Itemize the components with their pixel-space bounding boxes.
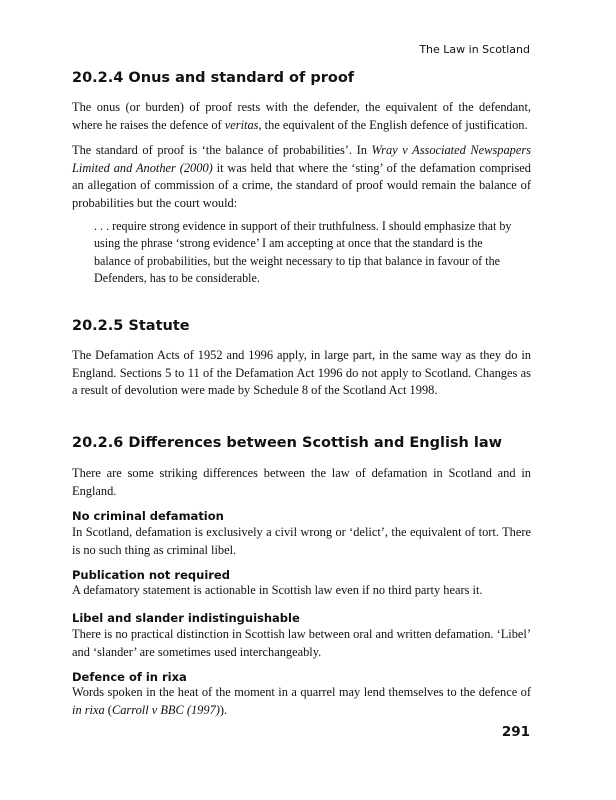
paragraph-text: ).: [219, 702, 228, 717]
paragraph-text: (: [104, 702, 112, 717]
paragraph-defence-in-rixa: [72, 684, 531, 719]
paragraph-differences-intro: There are some striking differences between the law of defamation in Scotland and in England.: [72, 466, 531, 498]
subheading-publication-not-required: Publication not required: [72, 568, 230, 582]
paragraph-text: Words spoken in the heat of the moment in a quarrel may lend themselves to the defence of: [72, 685, 531, 699]
paragraph-text: The standard of proof is ‘the balance of probabilities’. In: [72, 143, 372, 157]
paragraph-publication-not-required: A defamatory statement is actionable in Scottish law even if no third party hears it.: [72, 583, 483, 597]
case-citation: Carroll v BBC (1997): [111, 702, 220, 717]
paragraph-text: The onus (or burden) of proof rests with the defender, the equivalent of the defendant, where he raises the defence of: [72, 100, 531, 132]
italic-term: veritas: [224, 117, 259, 132]
section-heading-20-2-6: 20.2.6 Differences between Scottish and English law: [72, 435, 503, 451]
paragraph-text: , the equivalent of the English defence of justification.: [258, 117, 528, 132]
subheading-defence-in-rixa: Defence of in rixa: [72, 670, 187, 684]
subheading-libel-slander: Libel and slander indistinguishable: [72, 611, 300, 625]
block-quote: . . . require strong evidence in support of their truthfulness. I should emphasize that by using the phrase ‘strong evidence’ I am accepting at once that the standard is the balance of probabilities, but the weight necessary to tip that balance in favour of the Defenders, has to be considerable.: [94, 219, 512, 286]
case-citation: Wray v Associated Newspapers Limited and Another (2000): [72, 143, 531, 175]
italic-term: in rixa: [72, 702, 105, 717]
section-heading-20-2-4: 20.2.4 Onus and standard of proof: [72, 70, 355, 86]
paragraph-standard: [72, 142, 531, 212]
paragraph-text: it was held that where the ‘sting’ of the defamation comprised an allegation of commission of a crime, the standard of proof would remain the balance of probabilities but the court would:: [72, 160, 531, 210]
running-head: The Law in Scotland: [419, 43, 530, 56]
page-number: 291: [501, 724, 530, 740]
paragraph-statute: The Defamation Acts of 1952 and 1996 apply, in large part, in the same way as they do in England. Sections 5 to 11 of the Defamation Act 1996 do not apply to Scotland. Changes as a result of devolution were made by Schedule 8 of the Scotland Act 1998.: [72, 348, 531, 398]
paragraph-onus: [72, 99, 531, 134]
subheading-no-criminal-defamation: No criminal defamation: [72, 509, 224, 523]
paragraph-no-criminal-defamation: In Scotland, defamation is exclusively a civil wrong or ‘delict’, the equivalent of tort. There is no such thing as criminal libel.: [72, 525, 531, 557]
section-heading-20-2-5: 20.2.5 Statute: [72, 318, 190, 334]
paragraph-libel-slander: There is no practical distinction in Scottish law between oral and written defamation. ‘Libel’ and ‘slander’ are sometimes used interchangeably.: [72, 627, 531, 659]
